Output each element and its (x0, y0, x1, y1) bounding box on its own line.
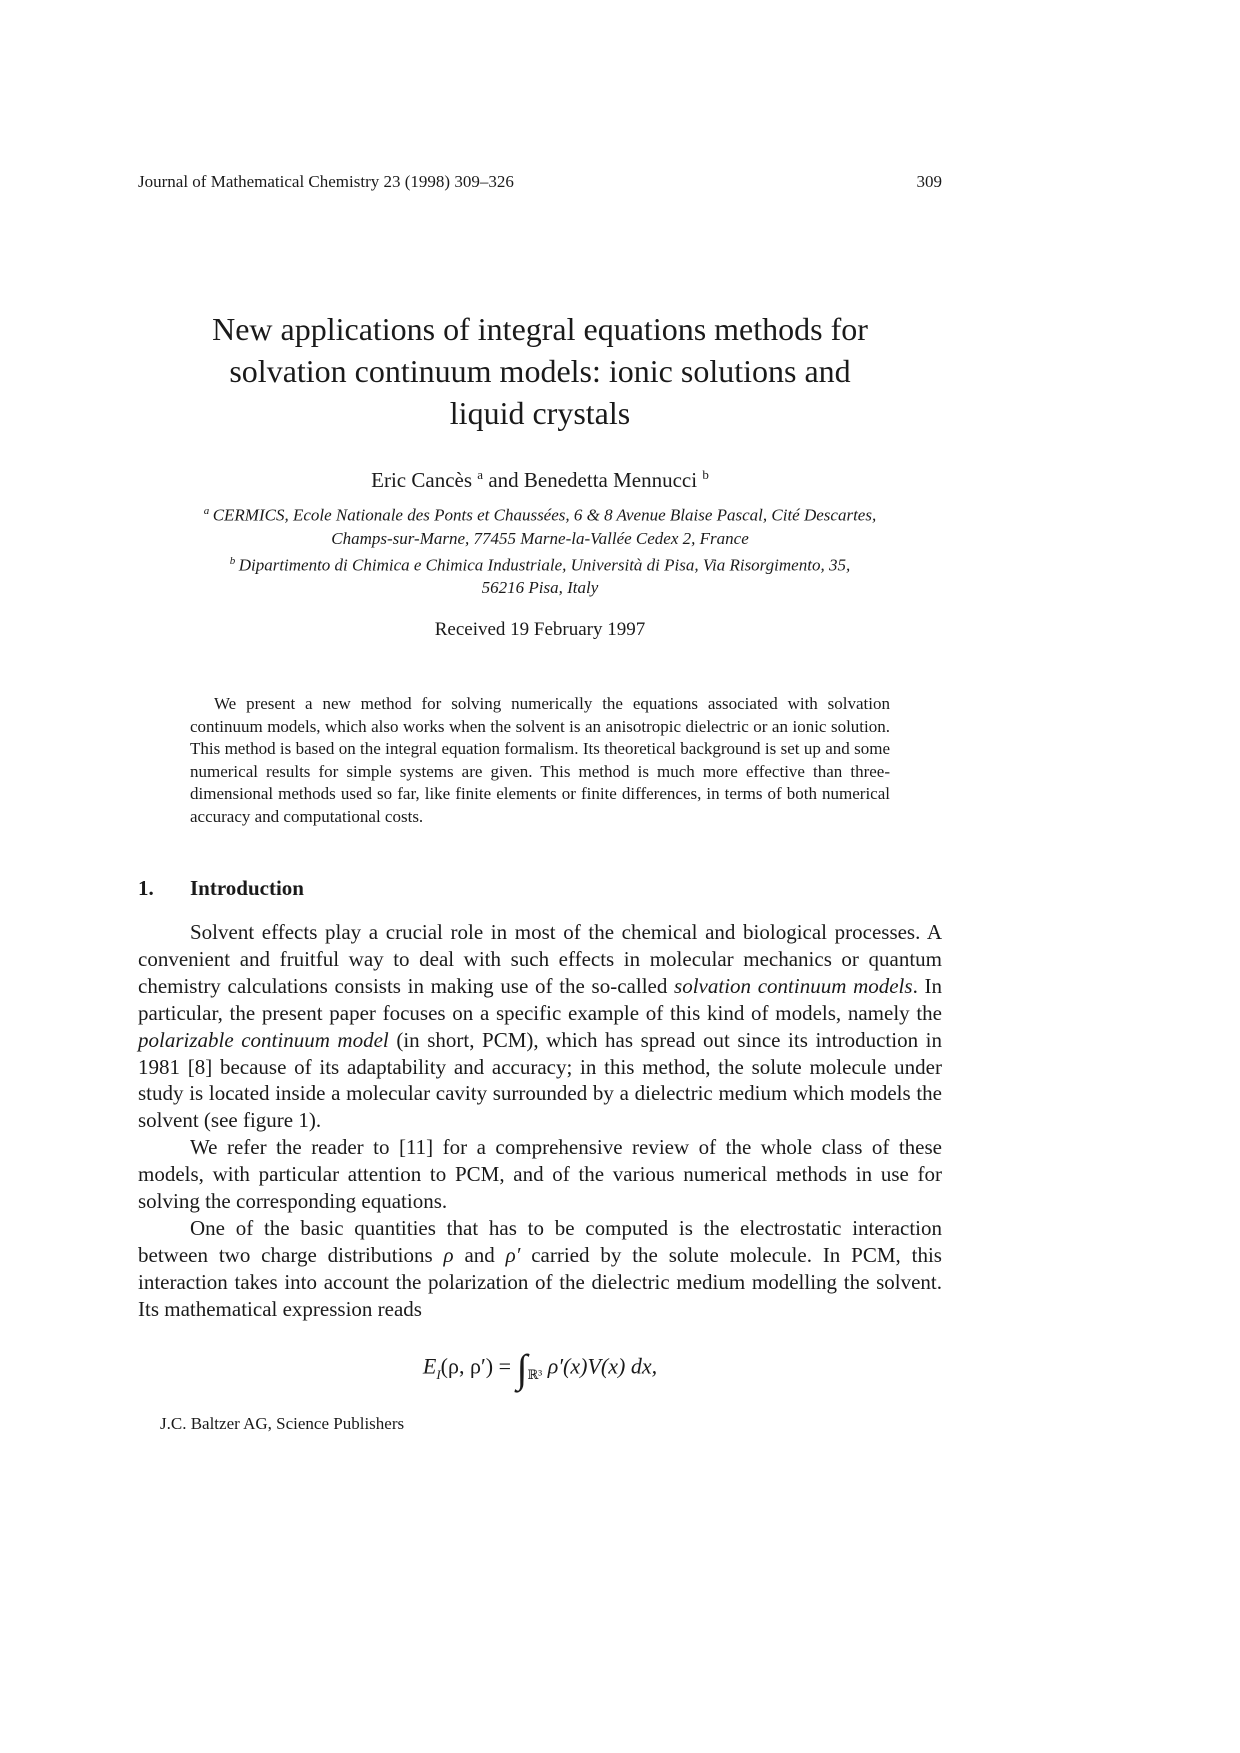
section-heading (138, 876, 304, 901)
title-line: liquid crystals (449, 395, 631, 431)
title-line: solvation continuum models: ionic solutions and (229, 353, 851, 389)
equation-lhs: E (422, 1353, 437, 1379)
section-title: Introduction (190, 876, 304, 900)
affiliation-mark: b (229, 554, 236, 567)
author-conjunction: and (488, 468, 519, 492)
abstract: We present a new method for solving numerically the equations associated with solvation continuum models, which also works when the solvent is an anisotropic dielectric or an ionic solution. This method is based on the integral equation formalism. Its theoretical background is set up and some numerical results for simple systems are given. This method is much more effective than three-dimensional methods used so far, like finite elements or finite differences, in terms of both numerical accuracy and computational costs. (190, 694, 890, 826)
math-symbol: ρ (443, 1242, 454, 1267)
affiliation-b: $^b$ Dipartimento di Chimica e Chimica Industriale, Università di Pisa, Via Risorgimento, 35, (229, 554, 851, 575)
emphasis: polarizable continuum model (138, 1027, 389, 1052)
math-symbol: ρ′ (505, 1242, 521, 1267)
affiliation-a-cont: Champs-sur-Marne, 77455 Marne-la-Vallée Cedex 2, France (331, 528, 749, 548)
received-date: Received 19 February 1997 (434, 619, 646, 640)
paper-title (138, 308, 942, 434)
emphasis: solvation continuum models (674, 973, 913, 998)
body-text (138, 919, 942, 1323)
equation-rhs: ρ′(x)V(x) dx, (547, 1353, 658, 1379)
integral-domain: ℝ³ (527, 1366, 543, 1382)
paragraph: Solvent effects play a crucial role in most of the chemical and biological processes. A convenient and fruitful way to deal with such effects in molecular mechanics or quantum chemistry calculations consists in making use of the so-called solvation continuum models. In particular, the present paper focuses on a specific example of this kind of models, namely the polarizable continuum model (in short, PCM), which has spread out since its introduction in 1981 [8] because of its adaptability and accuracy; in this method, the solute molecule under study is located inside a molecular cavity surrounded by a dielectric medium which models the solvent (see figure 1). (138, 920, 942, 1133)
affiliations (138, 500, 942, 599)
affiliation-mark: a (477, 467, 484, 482)
section-number: 1. (138, 876, 154, 900)
author-list (138, 467, 942, 493)
journal-citation: Journal of Mathematical Chemistry 23 (1998) 309–326 (138, 172, 514, 191)
running-head (138, 172, 942, 192)
publisher-footer: J.C. Baltzer AG, Science Publishers (160, 1414, 405, 1433)
paragraph: One of the basic quantities that has to be computed is the electrostatic interaction between two charge distributions ρ and ρ′ carried by the solute molecule. In PCM, this interaction takes into account the polarization of the dielectric medium modelling the solvent. Its mathematical expression reads (138, 1215, 942, 1321)
integral-sign: ∫ (516, 1346, 528, 1391)
author-name: Benedetta Mennucci (523, 468, 698, 492)
affiliation-a: $^a$ CERMICS, Ecole Nationale des Ponts et Chaussées, 6 & 8 Avenue Blaise Pascal, Cité Descartes, (203, 505, 877, 525)
equation (138, 1345, 942, 1392)
affiliation-mark: b (702, 467, 709, 482)
page-number: 309 (916, 172, 942, 191)
equation-args: (ρ, ρ′) = (440, 1353, 512, 1379)
equation-lhs-subscript: I (436, 1366, 441, 1382)
author-name: Eric Cancès (371, 468, 473, 492)
affiliation-b-cont: 56216 Pisa, Italy (481, 578, 599, 598)
title-line: New applications of integral equations methods for (212, 311, 868, 347)
paragraph: We refer the reader to [11] for a comprehensive review of the whole class of these models, with particular attention to PCM, and of the various numerical methods in use for solving the corresponding equations. (138, 1135, 942, 1214)
affiliation-mark: a (203, 505, 210, 517)
